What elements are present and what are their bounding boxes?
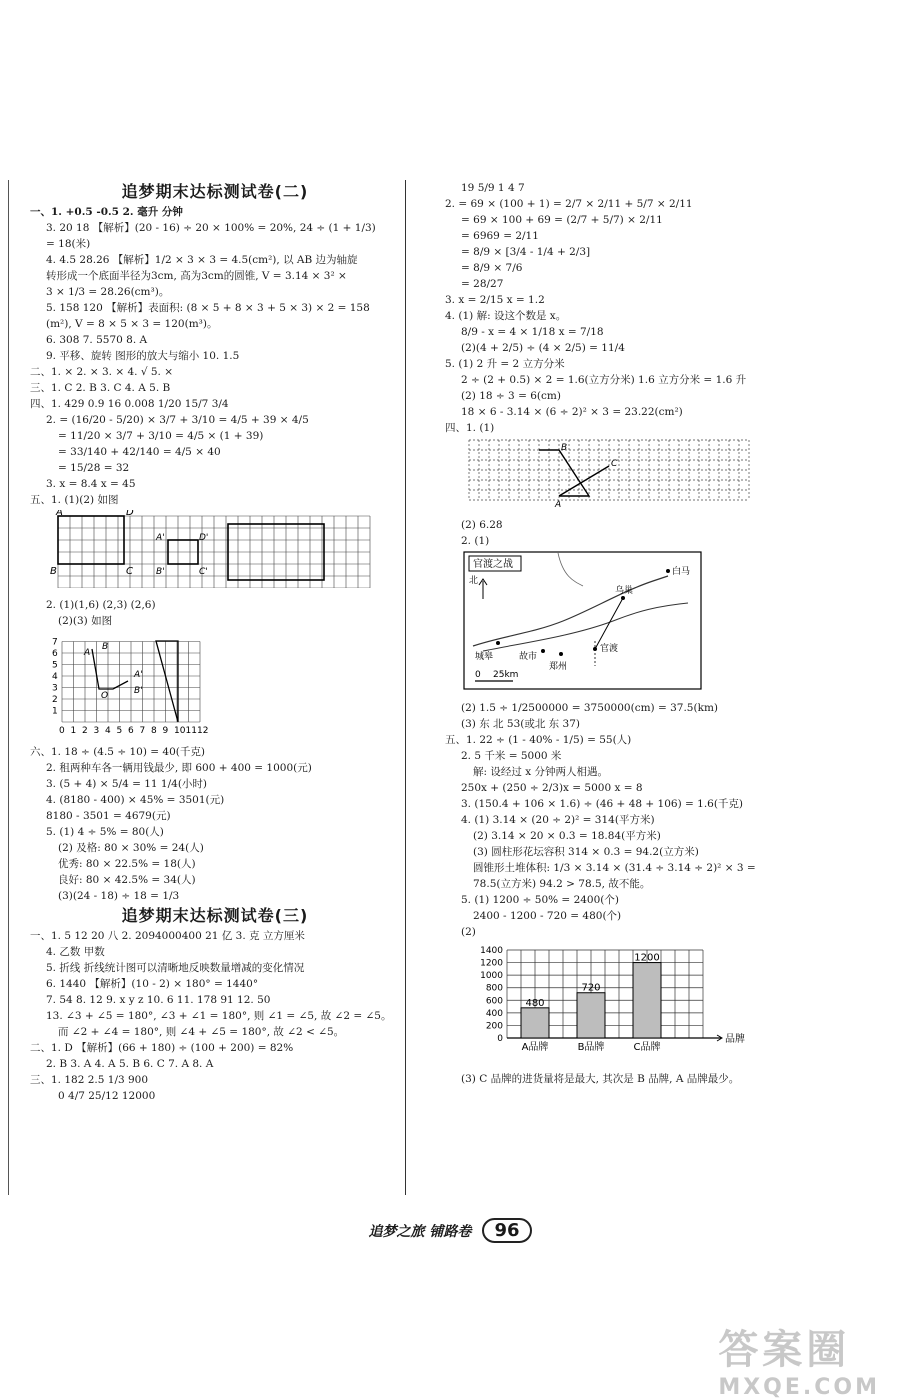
answer-line: 三、1. 182 2.5 1/3 900 (30, 1074, 149, 1086)
answer-line: 优秀: 80 × 22.5% = 18(人) (58, 858, 196, 870)
watermark (718, 1318, 880, 1400)
point-label: B (561, 443, 568, 453)
answer-line: 18 × 6 - 3.14 × (6 ÷ 2)² × 3 = 23.22(cm²) (461, 406, 683, 418)
answer-line: 3 × 1/3 = 28.26(cm³)。 (46, 286, 170, 298)
bar (577, 993, 605, 1038)
answer-line: 而 ∠2 + ∠4 = 180°, 则 ∠4 + ∠5 = 180°, 故 ∠2 < ∠5。 (58, 1026, 345, 1038)
bar-chart-figure (463, 942, 865, 1067)
answer-line: 4. (8180 - 400) × 45% = 3501(元) (46, 794, 225, 806)
answer-line: (3) 东 北 53(或北 东 37) (461, 718, 580, 730)
point-label: A' (134, 670, 143, 680)
answer-line: 四、1. (1) (445, 422, 495, 434)
scale-length: 25km (493, 670, 519, 680)
answer-line: = 28/27 (461, 278, 504, 290)
answer-line: 3. 20 18 【解析】(20 - 16) ÷ 20 × 100% = 20%, 24 ÷ (1 + 1/3) (46, 222, 376, 234)
category-label: C品牌 (633, 1042, 661, 1053)
answer-line: 二、1. D 【解析】(66 + 180) ÷ (100 + 200) = 82% (30, 1042, 294, 1054)
y-tick-label: 7 (52, 637, 58, 648)
x-tick-label: 9 (162, 726, 169, 735)
bar (521, 1008, 549, 1038)
y-tick-label: 200 (485, 1021, 503, 1032)
answer-line: 8180 - 3501 = 4679(元) (46, 810, 171, 822)
north-arrow-icon (479, 579, 487, 599)
city-wuchao: 乌巢 (615, 586, 634, 596)
dotted-grid-svg (463, 438, 753, 508)
map-frame (464, 552, 701, 689)
left-margin-rule (8, 180, 9, 1195)
answer-line: 2. (1) (461, 535, 490, 547)
point-label: B (50, 566, 57, 577)
category-label: A品牌 (521, 1042, 549, 1053)
point-label: C (126, 566, 133, 577)
point-label: C' (199, 567, 208, 577)
city-dot (496, 641, 500, 645)
y-tick-label: 1400 (480, 946, 503, 956)
watermark-url: MXQE.COM (718, 1375, 880, 1400)
answer-line: 3. x = 8.4 x = 45 (46, 478, 136, 490)
y-tick-label: 6 (52, 649, 58, 659)
answer-line: 0 4/7 25/12 12000 (58, 1090, 156, 1102)
scale-zero: 0 (475, 670, 481, 680)
answer-line: 6. 1440 【解析】(10 - 2) × 180° = 1440° (46, 978, 259, 990)
answer-line: 五、1. 22 ÷ (1 - 40% - 1/5) = 55(人) (445, 734, 632, 746)
answer-line: 解: 设经过 x 分钟两人相遇。 (473, 766, 608, 778)
answer-line: 一、1. 5 12 20 八 2. 2094000400 21 亿 3. 克 立方厘米 (30, 930, 305, 942)
y-tick-label: 3 (52, 683, 58, 694)
answer-line: = 8/9 × [3/4 - 1/4 + 2/3] (461, 246, 591, 258)
category-label: B品牌 (577, 1042, 605, 1053)
answer-line: 三、1. C 2. B 3. C 4. A 5. B (30, 382, 171, 394)
y-tick-label: 2 (52, 695, 58, 705)
city-dot (559, 652, 563, 656)
answer-line: 5. (1) 1200 ÷ 50% = 2400(个) (461, 894, 619, 906)
answer-line: 19 5/9 1 4 7 (461, 182, 525, 194)
point-label: O (101, 691, 109, 701)
y-tick-label: 0 (497, 1034, 503, 1044)
rectangle-grid-figure (48, 510, 400, 593)
answer-line: = 11/20 × 3/7 + 3/10 = 4/5 × (1 + 39) (58, 430, 264, 442)
map-figure (463, 551, 865, 696)
rectangle-grid-svg (48, 510, 378, 588)
answer-line: 3. (5 + 4) × 5/4 = 11 1/4(小时) (46, 778, 208, 790)
answer-line: 5. 折线 折线统计图可以清晰地反映数量增减的变化情况 (46, 962, 305, 974)
answer-line: = 6969 = 2/11 (461, 230, 539, 242)
boundary-line (558, 553, 583, 586)
answer-line: 4. 4.5 28.26 【解析】1/2 × 3 × 3 = 4.5(cm²), 以 AB 边为轴旋 (46, 254, 358, 266)
answer-line: 7. 54 8. 12 9. x y z 10. 6 11. 178 91 12. 50 (46, 994, 271, 1006)
answer-line: (3) 圆柱形花坛容积 314 × 0.3 = 94.2(立方米) (473, 846, 699, 858)
city-zhengzhou: 郑州 (549, 662, 568, 672)
x-tick-label: 8 (151, 726, 157, 735)
north-label: 北 (469, 576, 479, 586)
river-line (473, 576, 668, 646)
answer-line: 二、1. × 2. × 3. × 4. √ 5. × (30, 366, 174, 378)
bar-value-label: 720 (581, 982, 601, 994)
answer-line: 4. (1) 3.14 × (20 ÷ 2)² = 314(平方米) (461, 814, 655, 826)
answer-line: 圆锥形土堆体积: 1/3 × 3.14 × (31.4 ÷ 3.14 ÷ 2)² × 3 = (473, 862, 756, 874)
map-title: 官渡之战 (473, 559, 513, 570)
answer-line: 4. 乙数 甲数 (46, 946, 105, 958)
x-axis-label: 品牌 (725, 1034, 745, 1045)
x-tick-label: 5 (116, 726, 123, 735)
answer-line: 8/9 - x = 4 × 1/18 x = 7/18 (461, 326, 604, 338)
test-title-2: 追梦期末达标测试卷(二) (121, 182, 309, 201)
answer-line: (3)(24 - 18) ÷ 18 = 1/3 (58, 890, 180, 902)
footer-brand: 追梦之旅 铺路卷 (368, 1224, 472, 1240)
page-footer (0, 1218, 900, 1243)
point-label: B' (134, 686, 143, 696)
y-tick-label: 600 (485, 996, 503, 1007)
answer-line: (2) (461, 926, 476, 938)
answer-line: 78.5(立方米) 94.2 > 78.5, 故不能。 (473, 878, 651, 890)
answer-line: 一、1. +0.5 -0.5 2. 毫升 分钟 (30, 206, 183, 218)
point-label: A (555, 500, 562, 508)
point-label: C (611, 459, 618, 469)
point-label: D (126, 510, 134, 518)
bar-value-label: 480 (525, 997, 545, 1009)
answer-line: (3) C 品牌的进货量将是最大, 其次是 B 品牌, A 品牌最少。 (461, 1073, 740, 1085)
y-tick-label: 400 (485, 1008, 503, 1019)
segment-figure (92, 649, 128, 689)
point-label: B (102, 642, 109, 652)
answer-line: = 18(米) (46, 238, 91, 250)
answer-line: 四、1. 429 0.9 16 0.008 1/20 15/7 3/4 (30, 398, 229, 410)
y-tick-label: 1200 (480, 958, 503, 969)
answer-line: 13. ∠3 + ∠5 = 180°, ∠3 + ∠1 = 180°, 则 ∠1 = ∠5, 故 ∠2 = ∠5。 (46, 1010, 392, 1022)
answer-line: 2. = (16/20 - 5/20) × 3/7 + 3/10 = 4/5 + 39 × 4/5 (46, 414, 309, 426)
answer-line: (2) 6.28 (461, 519, 503, 531)
answer-line: 良好: 80 × 42.5% = 34(人) (58, 874, 196, 886)
y-tick-label: 5 (52, 660, 58, 671)
answer-line: 5. (1) 2 升 = 2 立方分米 (445, 358, 565, 370)
y-tick-label: 1000 (480, 971, 503, 982)
y-tick-label: 4 (52, 672, 58, 682)
rotated-figure (539, 450, 589, 496)
answer-line: (m²), V = 8 × 5 × 3 = 120(m³)。 (46, 318, 218, 330)
city-gushi: 故市 (519, 652, 538, 662)
x-tick-label: 7 (139, 726, 146, 735)
answer-line: 5. (1) 4 ÷ 5% = 80(人) (46, 826, 164, 838)
answer-line: 2. B 3. A 4. A 5. B 6. C 7. A 8. A (46, 1058, 214, 1070)
point-label: B' (156, 567, 165, 577)
river-line-2 (483, 603, 688, 651)
answer-line: 转形成一个底面半径为3cm, 高为3cm的圆锥, V = 3.14 × 3² × (46, 270, 347, 282)
answer-line: = 15/28 = 32 (58, 462, 130, 474)
answer-line: 5. 158 120 【解析】表面积: (8 × 5 + 8 × 3 + 5 × 3) × 2 = 158 (46, 302, 370, 314)
answer-line: (2)(4 + 2/5) ÷ (4 × 2/5) = 11/4 (461, 342, 625, 354)
answer-line: 2400 - 1200 - 720 = 480(个) (473, 910, 622, 922)
city-chenggao: 城皋 (475, 652, 494, 662)
answer-line: 六、1. 18 ÷ (4.5 ÷ 10) = 40(千克) (30, 746, 205, 758)
test-title-3: 追梦期末达标测试卷(三) (121, 906, 309, 925)
segment-ac (559, 466, 609, 496)
x-tick-label: 12 (197, 726, 209, 735)
x-tick-label: 4 (105, 726, 111, 735)
left-column (30, 180, 400, 1104)
page-number: 96 (482, 1218, 531, 1243)
x-tick-label: 2 (82, 726, 88, 735)
point-label: A' (156, 533, 165, 543)
x-tick-label: 11 (185, 726, 197, 735)
point-label: A (84, 648, 91, 658)
answer-line: = 8/9 × 7/6 (461, 262, 523, 274)
answer-line: 4. (1) 解: 设这个数是 x。 (445, 310, 567, 322)
watermark-text: 答案圈 (718, 1327, 851, 1373)
answer-line: 3. (150.4 + 106 × 1.6) ÷ (46 + 48 + 106) = 1.6(千克) (461, 798, 744, 810)
column-divider (405, 180, 406, 1195)
city-baima: 白马 (672, 567, 691, 577)
city-dot (666, 569, 670, 573)
city-guandu: 官渡 (600, 644, 619, 654)
answer-line: 2. (1)(1,6) (2,3) (2,6) (46, 599, 156, 611)
answer-line: 2 ÷ (2 + 0.5) × 2 = 1.6(立方分米) 1.6 立方分米 = 1.6 升 (461, 374, 747, 386)
y-tick-label: 1 (52, 706, 58, 717)
answer-line: 3. x = 2/15 x = 1.2 (445, 294, 545, 306)
answer-line: 250x + (250 ÷ 2/3)x = 5000 x = 8 (461, 782, 643, 794)
dotted-grid-figure (463, 438, 865, 513)
answer-line: (2) 1.5 ÷ 1/2500000 = 3750000(cm) = 37.5(km) (461, 702, 718, 714)
city-dot (541, 649, 545, 653)
guandu-map-svg (463, 551, 703, 691)
coordinate-grid-figure (48, 631, 400, 740)
x-tick-label: 0 (59, 726, 65, 735)
answer-line: 2. 5 千米 = 5000 米 (461, 750, 562, 762)
y-tick-label: 800 (485, 983, 503, 994)
point-label: A (56, 510, 63, 518)
answer-line: (2) 3.14 × 20 × 0.3 = 18.84(平方米) (473, 830, 661, 842)
x-tick-label: 6 (128, 726, 134, 735)
x-tick-label: 3 (93, 726, 100, 735)
right-column (445, 180, 865, 1087)
answer-line: 9. 平移、旋转 图形的放大与缩小 10. 1.5 (46, 350, 240, 362)
coordinate-grid-svg (48, 631, 248, 735)
bar-chart-svg (463, 942, 763, 1062)
bar-value-label: 1200 (634, 952, 660, 964)
bar (633, 963, 661, 1038)
x-tick-label: 10 (174, 726, 186, 735)
answer-line: (2) 18 ÷ 3 = 6(cm) (461, 390, 561, 402)
answer-line: = 33/140 + 42/140 = 4/5 × 40 (58, 446, 221, 458)
x-tick-label: 1 (70, 726, 77, 735)
answer-line: 2. 租两种车各一辆用钱最少, 即 600 + 400 = 1000(元) (46, 762, 312, 774)
route-line (595, 598, 623, 649)
answer-line: (2)(3) 如图 (58, 615, 113, 627)
answer-line: = 69 × 100 + 69 = (2/7 + 5/7) × 2/11 (461, 214, 663, 226)
answer-line: (2) 及格: 80 × 30% = 24(人) (58, 842, 204, 854)
answer-line: 6. 308 7. 5570 8. A (46, 334, 148, 346)
answer-line: 五、1. (1)(2) 如图 (30, 494, 119, 506)
answer-line: 2. = 69 × (100 + 1) = 2/7 × 2/11 + 5/7 × 2/11 (445, 198, 693, 210)
point-label: D' (199, 533, 209, 543)
